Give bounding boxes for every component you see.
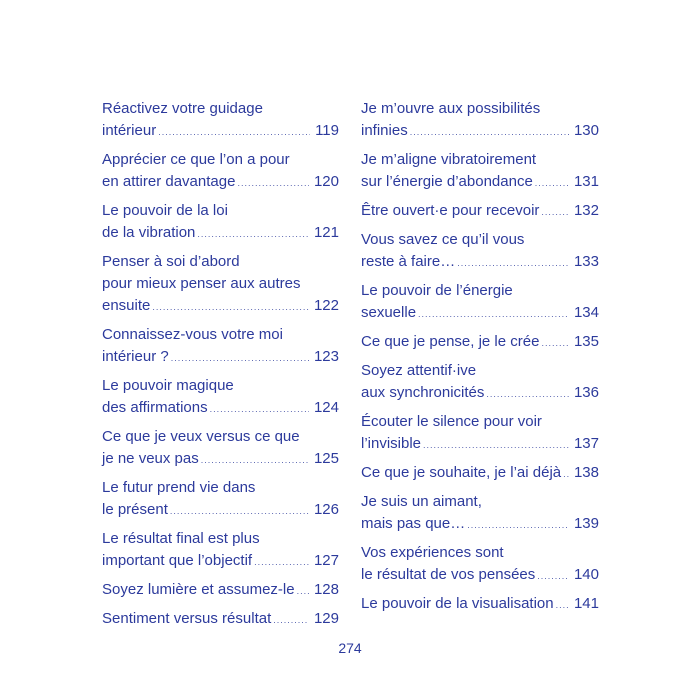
toc-entry xyxy=(361,280,599,325)
dot-leader xyxy=(486,383,569,405)
toc-entry-page-number: 133 xyxy=(573,253,599,270)
dot-leader xyxy=(541,332,569,354)
toc-entry-page-number: 129 xyxy=(313,610,339,627)
toc-entry xyxy=(361,542,599,587)
toc-entry-page-number: 119 xyxy=(315,122,339,139)
dot-leader xyxy=(152,296,309,318)
toc-entry-page-number: 122 xyxy=(313,297,339,314)
toc-entry-title-line: Penser à soi d’abord xyxy=(102,253,240,270)
dot-leader xyxy=(541,201,569,223)
toc-entry xyxy=(361,98,599,143)
toc-entry-last-line xyxy=(102,499,339,522)
toc-entry-title-line: Ce que je souhaite, je l’ai déjà xyxy=(361,464,562,481)
toc-entry-title-line: Je m’ouvre aux possibilités xyxy=(361,100,541,117)
toc-entry-last-line xyxy=(102,579,339,602)
toc-entry-last-line xyxy=(361,433,599,456)
toc-entry-title-line: Vous savez ce qu’il vous xyxy=(361,231,525,248)
toc-entry xyxy=(361,462,599,485)
toc-entry xyxy=(102,149,339,194)
toc-entry-title-line: Le futur prend vie dans xyxy=(102,479,256,496)
toc-entry-last-line xyxy=(102,397,339,420)
dot-leader xyxy=(171,347,309,369)
toc-entry-last-line xyxy=(102,120,339,143)
toc-entry xyxy=(102,324,339,369)
dot-leader xyxy=(197,223,309,245)
toc-entry-page-number: 141 xyxy=(573,595,599,612)
toc-entry-title-line: sur l’énergie d’abondance xyxy=(361,173,533,190)
toc-entry-last-line xyxy=(102,448,339,471)
toc-entry-title-line: intérieur xyxy=(102,122,157,139)
toc-entry-title-line: mais pas que… xyxy=(361,515,466,532)
toc-entry-page-number: 127 xyxy=(313,552,339,569)
toc-entry-page-number: 128 xyxy=(313,581,339,598)
toc-entry xyxy=(102,528,339,573)
toc-entry-page-number: 120 xyxy=(313,173,339,190)
toc-entry-title-line: je ne veux pas xyxy=(102,450,199,467)
dot-leader xyxy=(170,500,309,522)
toc-entry-title-line: ensuite xyxy=(102,297,151,314)
toc-entry-title-line: Ce que je pense, je le crée xyxy=(361,333,540,350)
toc-entry-last-line xyxy=(361,120,599,143)
toc-entry-page-number: 121 xyxy=(313,224,339,241)
toc-entry-title-line: Je suis un aimant, xyxy=(361,493,482,510)
dot-leader xyxy=(210,398,309,420)
dot-leader xyxy=(254,551,309,573)
dot-leader xyxy=(410,121,569,143)
page-number: 274 xyxy=(338,640,362,656)
toc-entry-page-number: 126 xyxy=(313,501,339,518)
dot-leader xyxy=(418,303,569,325)
toc-entry-title-line: de la vibration xyxy=(102,224,196,241)
toc-entry xyxy=(361,331,599,354)
toc-entry-last-line xyxy=(361,593,599,616)
toc-entry xyxy=(102,426,339,471)
toc-entry-title-line: Soyez attentif·ive xyxy=(361,362,477,379)
toc-entry-page-number: 140 xyxy=(573,566,599,583)
toc-entry-last-line xyxy=(361,200,599,223)
toc-entry-page-number: 137 xyxy=(573,435,599,452)
toc-entry-title-line: aux synchronicités xyxy=(361,384,485,401)
toc-entry-last-line xyxy=(102,608,339,631)
dot-leader xyxy=(423,434,569,456)
toc-entry-page-number: 135 xyxy=(573,333,599,350)
toc-entry-title-line: Connaissez-vous votre moi xyxy=(102,326,283,343)
toc-entry-page-number: 123 xyxy=(313,348,339,365)
toc-entry-title-line: Sentiment versus résultat xyxy=(102,610,272,627)
toc-entry-last-line xyxy=(361,251,599,274)
toc-entry-title-line: Ce que je veux versus ce que xyxy=(102,428,300,445)
toc-entry-page-number: 136 xyxy=(573,384,599,401)
toc-entry xyxy=(361,491,599,536)
toc-entry xyxy=(361,149,599,194)
toc-column-left xyxy=(102,98,339,637)
toc-entry xyxy=(102,608,339,631)
toc-entry-last-line xyxy=(102,550,339,573)
toc-entry-title-line: des affirmations xyxy=(102,399,208,416)
toc-entry xyxy=(102,579,339,602)
toc-entry-title-line: le résultat de vos pensées xyxy=(361,566,536,583)
toc-column-right xyxy=(361,98,599,622)
toc-entry xyxy=(102,375,339,420)
toc-entry-title-line: important que l’objectif xyxy=(102,552,253,569)
dot-leader xyxy=(457,252,569,274)
toc-entry-last-line xyxy=(361,462,599,485)
toc-entry-title-line: l’invisible xyxy=(361,435,422,452)
toc-entry-title-line: infinies xyxy=(361,122,408,139)
toc-entry xyxy=(102,477,339,522)
toc-entry-page-number: 124 xyxy=(313,399,339,416)
dot-leader xyxy=(556,594,569,616)
toc-entry-page-number: 139 xyxy=(573,515,599,532)
toc-entry xyxy=(102,200,339,245)
toc-entry-title-line: Apprécier ce que l’on a pour xyxy=(102,151,290,168)
toc-entry xyxy=(102,251,339,318)
toc-entry-title-line: Le pouvoir de l’énergie xyxy=(361,282,513,299)
dot-leader xyxy=(158,121,310,143)
toc-entry-last-line xyxy=(361,331,599,354)
toc-entry-title-line: Écouter le silence pour voir xyxy=(361,413,542,430)
toc-entry-title-line: sexuelle xyxy=(361,304,417,321)
toc-entry-last-line xyxy=(361,382,599,405)
toc-entry-title-line: le présent xyxy=(102,501,168,518)
toc-entry xyxy=(361,200,599,223)
dot-leader xyxy=(535,172,569,194)
toc-entry-title-line: Réactivez votre guidage xyxy=(102,100,263,117)
dot-leader xyxy=(237,172,309,194)
dot-leader xyxy=(297,580,309,602)
toc-entry-page-number: 131 xyxy=(573,173,599,190)
toc-entry-title-line: Vos expériences sont xyxy=(361,544,504,561)
toc-entry-title-line: intérieur ? xyxy=(102,348,169,365)
toc-entry-last-line xyxy=(361,564,599,587)
toc-entry-title-line: Le résultat final est plus xyxy=(102,530,260,547)
toc-entry-title-line: Soyez lumière et assumez-le xyxy=(102,581,295,598)
toc-entry-last-line xyxy=(102,295,339,318)
toc-entry-last-line xyxy=(102,171,339,194)
toc-entry-page-number: 138 xyxy=(573,464,599,481)
toc-entry-page-number: 130 xyxy=(573,122,599,139)
dot-leader xyxy=(467,514,569,536)
toc-entry-title-line: Je m’aligne vibratoirement xyxy=(361,151,537,168)
toc-entry-title-line: Le pouvoir de la loi xyxy=(102,202,228,219)
dot-leader xyxy=(201,449,309,471)
toc-entry-last-line xyxy=(102,222,339,245)
toc-entry xyxy=(361,229,599,274)
toc-entry-page-number: 125 xyxy=(313,450,339,467)
toc-entry-title-line: Le pouvoir magique xyxy=(102,377,234,394)
dot-leader xyxy=(537,565,569,587)
dot-leader xyxy=(563,463,569,485)
dot-leader xyxy=(273,609,309,631)
toc-entry-last-line xyxy=(361,171,599,194)
toc-entry-page-number: 134 xyxy=(573,304,599,321)
toc-entry-title-line: Le pouvoir de la visualisation xyxy=(361,595,554,612)
toc-entry-last-line xyxy=(361,302,599,325)
toc-entry-last-line xyxy=(361,513,599,536)
toc-entry xyxy=(361,360,599,405)
toc-entry-title-line: reste à faire… xyxy=(361,253,456,270)
toc-entry-title-line: pour mieux penser aux autres xyxy=(102,275,301,292)
toc-entry-title-line: Être ouvert·e pour recevoir xyxy=(361,202,540,219)
toc-entry-last-line xyxy=(102,346,339,369)
toc-entry-title-line: en attirer davantage xyxy=(102,173,236,190)
toc-entry xyxy=(361,411,599,456)
toc-entry-page-number: 132 xyxy=(573,202,599,219)
toc-entry xyxy=(361,593,599,616)
toc-entry xyxy=(102,98,339,143)
